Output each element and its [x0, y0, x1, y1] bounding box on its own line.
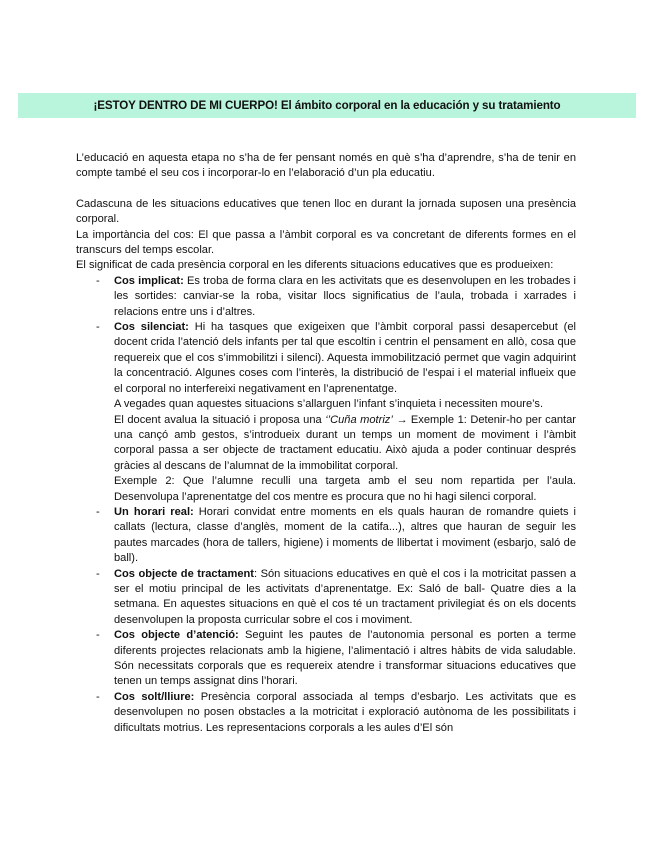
list-item-description: Es troba de forma clara en les activitats que es desenvolupen en les trobades i les sortides: canviar-se la roba, visitar llocs significatius de l’aula, trobada i xarrades i relacions entre uns i d’altres. [114, 274, 576, 318]
list-item-description: Hi ha tasques que exigeixen que l’àmbit corporal passi desapercebut (el docent crida l’atenció dels infants per tal que escoltin i centrin el pensament en allò, cosa que requereix que el cos s’immobilitzi i silenci). Aquesta immobilització permet que vagin adquirint la concentració. Algunes coses com l’interès, la distribució de l’espai i el material influeix que el corporal no interfereixi negativament en l’aprenentatge. [114, 321, 576, 395]
situations-list [76, 274, 576, 736]
list-dash: - [96, 274, 100, 287]
list-item-cos-implicat [76, 274, 576, 320]
list-item-term: Cos implicat: [114, 274, 184, 287]
document-title [18, 93, 636, 118]
cuna-motriz-quote: ‘’Cuña motriz’ [325, 413, 393, 426]
list-item-text [114, 320, 576, 397]
list-item-term: Cos objecte d’atenció: [114, 629, 239, 642]
list-item-term: Cos solt/lliure: [114, 690, 195, 703]
list-item-text [114, 628, 576, 690]
list-item-text [114, 690, 576, 736]
list-item-extra [114, 413, 576, 475]
list-item-term: Un horari real: [114, 505, 194, 518]
list-item-cos-solt-lliure [76, 690, 576, 736]
list-item-cos-silenciat [76, 320, 576, 505]
list-item-term: Cos silenciat: [114, 321, 189, 334]
list-dash: - [96, 321, 100, 334]
list-item-extra: A vegades quan aquestes situacions s’allarguen l’infant s’inquieta i necessiten moure’s. [114, 398, 544, 411]
list-item-cos-objecte-tractament [76, 567, 576, 629]
list-item-horari-real [76, 505, 576, 567]
list-dash: - [96, 690, 100, 703]
list-dash: - [96, 505, 100, 518]
list-dash: - [96, 567, 100, 580]
extra-text: → Exemple 1: Detenir-ho per cantar una cançó amb gestos, s’introdueix durant un temps un moment de moviment i l’àmbit corporal passa a ser objecte de tractament educatiu. Això ajuda a poder continuar després gràcies al descans de l’alumnat de la immobilitat corporal. [114, 413, 576, 472]
body-paragraph: Cadascuna de les situacions educatives que tenen lloc en durant la jornada suposen una presència corporal. [76, 197, 576, 226]
list-item-cos-objecte-atencio [76, 628, 576, 690]
intro-paragraph: L’educació en aquesta etapa no s’ha de fer pensant només en què s’ha d’aprendre, s’ha de tenir en compte també el seu cos i incorporar-lo en l’elaboració d’un pla educatiu. [76, 152, 576, 180]
list-item-description: : Són situacions educatives en què el cos i la motricitat passen a ser el motiu principal de les activitats d’aprenentatge. Ex: Saló de ball- Quatre dies a la setmana. En aquestes situacions en què el cos té un tractament privilegiat és on els docents desenvolupen la proposta curricular sobre el cos i moviment. [114, 567, 576, 626]
list-item-text [114, 567, 576, 629]
list-item-text [114, 274, 576, 320]
list-item-description: Horari convidat entre moments en els quals hauran de romandre quiets i callats (lectura, classe d’anglès, moment de la catifa...), altres que hauran de seguir les pautes marcades (hora de tallers, higiene) i moments de llibertat i moviment (esbarjo, saló de ball). [114, 505, 577, 565]
body-paragraph: El significat de cada presència corporal en les diferents situacions educatives que es produeixen: [76, 259, 554, 272]
paragraph-gap [76, 182, 576, 197]
body-paragraph: La importància del cos: El que passa a l’àmbit corporal es va concretant de diferents formes en el transcurs del temps escolar. [76, 228, 576, 257]
list-item-description: Seguint les pautes de l’autonomia personal es porten a terme diferents projectes relacionats amb la higiene, l’alimentació i altres hàbits de vida saludable. Són necessitats corporals que es requereix atendre i transformar situacions educatives que tenen un temps assignat dins l’horari. [114, 629, 576, 688]
document-title-text: ¡ESTOY DENTRO DE MI CUERPO! El ámbito corporal en la educación y su tratamiento [93, 99, 561, 112]
document-body [76, 151, 576, 736]
list-item-extra: Exemple 2: Que l’alumne reculli una targeta amb el seu nom repartida per l’aula. Desenvolupa l’aprenentatge del cos mentre es procura que no hi hagi silenci corporal. [114, 475, 576, 503]
list-dash: - [96, 629, 100, 642]
list-item-description: Presència corporal associada al temps d’esbarjo. Les activitats que es desenvolupen no posen obstacles a la motricitat i exploració autònoma de les possibilitats i dificultats motrius. Les representacions corporals a les aules d’El són [114, 690, 576, 734]
list-item-term: Cos objecte de tractament [114, 567, 254, 580]
list-item-text [114, 505, 576, 567]
extra-text: El docent avalua la situació i proposa una [114, 413, 326, 426]
